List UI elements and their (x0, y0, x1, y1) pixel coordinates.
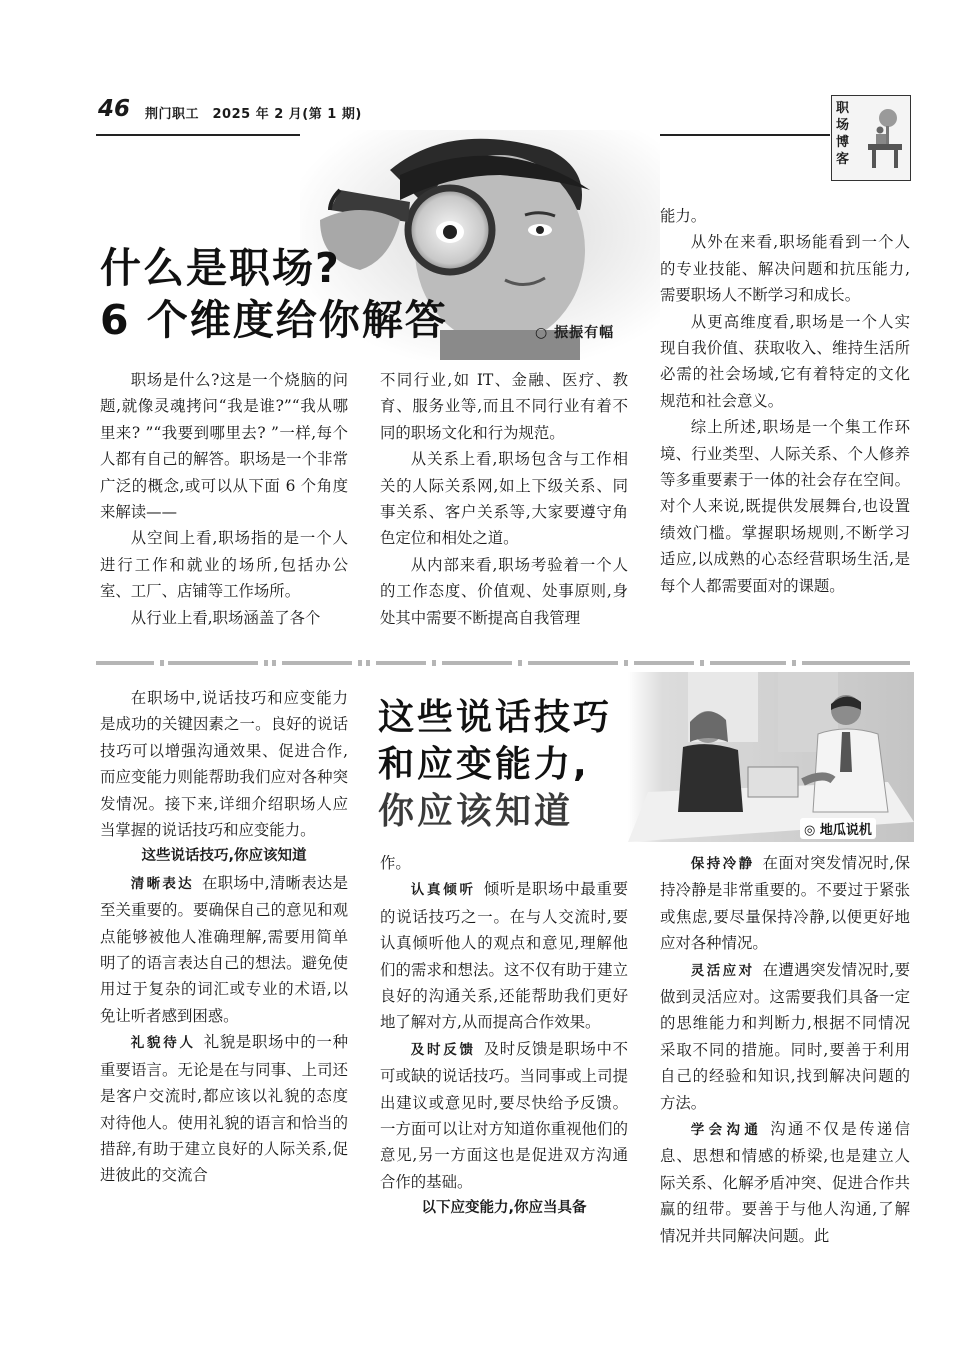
article2-column2 (380, 850, 628, 1222)
paragraph-body: 在职场中,清晰表达是至关重要的。要确保自己的意见和观点能够被他人准确理解,需要用简单明了的语言表达自己的想法。避免使用过于复杂的词汇或专业的术语,以免让听者感到困惑。 (100, 873, 348, 1025)
paragraph (660, 957, 910, 1116)
subheading: 以下应变能力,你应当具备 (421, 1200, 587, 1217)
desk-worker-illustration (858, 104, 906, 174)
paragraph-body: 在面对突发情况时,保持冷静是非常重要的。不要过于紧张或焦虑,要尽量保持冷静,以便更好地应对各种情况。 (660, 854, 910, 953)
paragraph (100, 870, 348, 1029)
keyword: 清晰表达 (130, 875, 194, 892)
paragraph: 从更高维度看,职场是一个人实现自我价值、获取收入、维持生活所必需的社会场域,它有着特定的文化规范和社会意义。 (660, 312, 910, 410)
paragraph (380, 1036, 628, 1195)
article1-column2 (380, 367, 628, 631)
publication-info: 荆门职工 2025 年 2 月(第 1 期) (145, 107, 362, 122)
paragraph-body: 礼貌是职场中的一种重要语言。无论是在与同事、上司还是客户交流时,都应该以礼貌的态度对待他人。使用礼貌的语言和恰当的措辞,有助于建立良好的人际关系,促进彼此的交流合 (100, 1033, 348, 1185)
keyword: 礼貌待人 (130, 1035, 196, 1052)
article2-byline: ◎ 地瓜说机 (800, 818, 876, 839)
paragraph: 作。 (380, 854, 411, 872)
article2-column1 (100, 685, 348, 1189)
subheading: 这些说话技巧,你应该知道 (141, 848, 307, 865)
keyword: 保持冷静 (690, 856, 755, 872)
article2-title (378, 694, 612, 835)
article1-title-line2: 6 个维度给你解答 (100, 296, 448, 344)
paragraph: 从空间上看,职场指的是一个人进行工作和就业的场所,包括办公室、工厂、店铺等工作场所。 (100, 529, 348, 601)
paragraph-body: 在遭遇突发情况时,要做到灵活应对。这需要我们具备一定的思维能力和判断力,根据不同情况采取不同的措施。同时,要善于利用自己的经验和知识,找到解决问题的方法。 (660, 960, 910, 1112)
article1-column1 (100, 367, 348, 631)
section-tag: 职场博客 (836, 101, 850, 167)
section-tag-box (831, 95, 911, 181)
paragraph: 能力。 (660, 207, 707, 225)
article1-title (100, 242, 448, 346)
paragraph (380, 876, 628, 1035)
article2-title-line2: 和应变能力, (378, 744, 590, 785)
keyword: 及时反馈 (410, 1041, 476, 1058)
article2-title-line3: 你应该知道 (378, 791, 574, 832)
paragraph: 从关系上看,职场包含与工作相关的人际关系网,如上下级关系、同事关系、客户关系等,大家要遵守角色定位和相处之道。 (380, 450, 628, 548)
article-divider (96, 659, 910, 667)
paragraph: 从外在来看,职场能看到一个人的专业技能、解决问题和抗压能力,需要职场人不断学习和成长。 (660, 233, 910, 305)
article2-column3 (660, 850, 910, 1249)
paragraph (660, 1116, 910, 1249)
paragraph (660, 850, 910, 957)
paragraph-body: 及时反馈是职场中不可或缺的说话技巧。当同事或上司提出建议或意见时,要尽快给予反馈。一方面可以让对方知道你重视他们的意见,另一方面这也是促进双方沟通合作的基础。 (380, 1039, 628, 1191)
paragraph: 从行业上看,职场涵盖了各个 (130, 608, 321, 627)
office-conversation-photo (628, 672, 914, 842)
paragraph-body: 沟通不仅是传递信息、思想和情感的桥梁,也是建立人际关系、化解矛盾冲突、促进合作共赢的纽带。要善于与他人沟通,了解情况并共同解决问题。此 (660, 1120, 910, 1245)
article1-column3 (660, 203, 910, 599)
keyword: 认真倾听 (410, 882, 476, 899)
keyword: 灵活应对 (690, 962, 755, 979)
article1-byline: ○ 振振有幅 (535, 325, 615, 341)
keyword: 学会沟通 (690, 1122, 763, 1139)
article1-title-line1: 什么是职场? (100, 244, 341, 292)
article2-title-line1: 这些说话技巧 (378, 697, 613, 738)
paragraph: 不同行业,如 IT、金融、医疗、教育、服务业等,而且不同行业有着不同的职场文化和行为规范。 (380, 371, 628, 442)
page-number: 46 (98, 96, 131, 122)
paragraph-body: 倾听是职场中最重要的说话技巧之一。在与人交流时,要认真倾听他人的观点和意见,理解他们的需求和想法。这不仅有助于建立良好的沟通关系,还能帮助我们更好地了解对方,从而提高合作效果。 (380, 880, 628, 1032)
paragraph: 从内部来看,职场考验着一个人的工作态度、价值观、处事原则,身处其中需要不断提高自我管理 (380, 555, 628, 627)
paragraph: 职场是什么?这是一个烧脑的问题,就像灵魂拷问“我是谁?”“我从哪里来? ”“我要到哪里去? ”一样,每个人都有自己的解答。职场是一个非常广泛的概念,或可以从下面 6 个角度来解读—— (100, 371, 348, 522)
paragraph: 综上所述,职场是一个集工作环境、行业类型、人际关系、个人修养等多重要素于一体的社会存在空间。对个人来说,既提供发展舞台,也设置绩效门槛。掌握职场规则,不断学习适应,以成熟的心态经营职场生活,是每个人都需要面对的课题。 (660, 418, 910, 595)
paragraph (100, 1029, 348, 1188)
paragraph: 在职场中,说话技巧和应变能力是成功的关键因素之一。良好的说话技巧可以增强沟通效果、促进合作,而应变能力则能帮助我们应对各种突发情况。接下来,详细介绍职场人应当掌握的说话技巧和应变能力。 (100, 689, 348, 840)
